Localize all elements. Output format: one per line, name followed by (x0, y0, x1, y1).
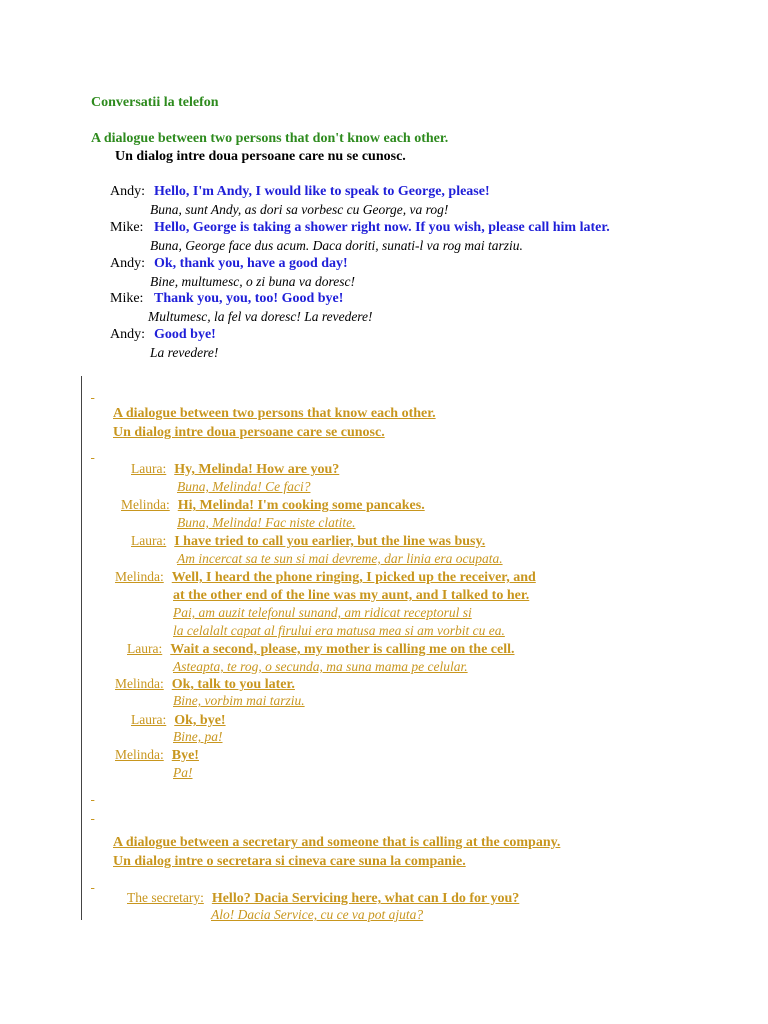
dialogue-line-en: Ok, bye! (174, 713, 226, 728)
empty-line-marker: ​ (91, 806, 95, 821)
dialogue-line-ro: Am incercat sa te sun si mai devreme, dar linia era ocupata. (177, 551, 503, 566)
section3-heading-en: A dialogue between a secretary and someone that is calling at the company. (113, 835, 561, 850)
speaker-label: Laura: (131, 712, 167, 727)
dialogue-line-ro: Buna, Melinda! Fac niste clatite. (177, 515, 356, 530)
section1-heading-ro: Un dialog intre doua persoane care nu se cunosc. (115, 149, 406, 164)
revision-bar (81, 376, 82, 920)
dialogue-line-en: Hello? Dacia Servicing here, what can I do for you? (211, 891, 520, 906)
dialogue-line-en: I have tried to call you earlier, but the line was busy. (174, 534, 486, 549)
dialogue-row (91, 586, 529, 605)
dialogue-row (91, 728, 223, 746)
dialogue-row (91, 764, 209, 782)
dialogue-line-en: Ok, thank you, have a good day! (154, 256, 348, 271)
dialogue-row (91, 604, 472, 622)
dialogue-line-en: Hi, Melinda! I'm cooking some pancakes. (177, 498, 425, 513)
dialogue-line-en: Hello, I'm Andy, I would like to speak to George, please! (154, 184, 490, 199)
section3-heading-ro: Un dialog intre o secretara si cineva care suna la companie. (113, 854, 466, 869)
speaker-label: The secretary: (127, 890, 204, 905)
dialogue-row (91, 692, 305, 710)
dialogue-row (91, 568, 536, 587)
section2-heading-ro: Un dialog intre doua persoane care se cunosc. (113, 425, 385, 440)
speaker-label: Mike: (110, 291, 144, 306)
speaker-label: Andy: (110, 184, 145, 199)
dialogue-row (91, 640, 515, 659)
empty-line-marker: ​ (91, 787, 95, 802)
dialogue-line-ro: Buna, Melinda! Ce faci? (177, 479, 311, 494)
dialogue-line-en: Hy, Melinda! How are you? (174, 462, 340, 477)
dialogue-line-ro: Asteapta, te rog, o secunda, ma suna mama pe celular. (173, 659, 468, 674)
dialogue-row (91, 496, 425, 515)
speaker-label: Melinda: (115, 676, 164, 691)
dialogue-line-ro: Buna, sunt Andy, as dori sa vorbesc cu George, va rog! (150, 202, 449, 217)
dialogue-line-en: Thank you, you, too! Good bye! (154, 291, 344, 306)
dialogue-line-ro: Buna, George face dus acum. Daca doriti, sunati-l va rog mai tarziu. (150, 238, 523, 253)
dialogue-line-ro: Alo! Dacia Service, cu ce va pot ajuta? (211, 907, 424, 922)
dialogue-line-ro: Pai, am auzit telefonul sunand, am ridicat receptorul si (173, 605, 472, 620)
dialogue-line-ro: Bine, multumesc, o zi buna va doresc! (150, 274, 355, 289)
dialogue-row (91, 478, 310, 496)
dialogue-row (91, 746, 199, 765)
empty-line-marker: ​ (91, 385, 95, 400)
dialogue-line-ro: Pa! (173, 765, 193, 780)
speaker-label: Melinda: (121, 497, 170, 512)
dialogue-row (91, 460, 339, 479)
dialogue-row (91, 532, 485, 551)
dialogue-line-en: at the other end of the line was my aunt, and I talked to her. (173, 588, 530, 603)
dialogue-row (91, 906, 423, 924)
speaker-label: Andy: (110, 256, 145, 271)
document-title: Conversatii la telefon (91, 95, 219, 110)
dialogue-line-ro: la celalalt capat al firului era matusa mea si am vorbit cu ea. (173, 623, 505, 638)
section2-heading-en: A dialogue between two persons that know each other. (113, 406, 436, 421)
dialogue-line-en: Bye! (171, 748, 199, 763)
dialogue-line-en: Ok, talk to you later. (171, 677, 295, 692)
dialogue-line-ro: Bine, pa! (173, 729, 223, 744)
dialogue-line-ro: Multumesc, la fel va doresc! La revedere! (148, 309, 373, 324)
dialogue-row (91, 622, 505, 640)
speaker-label: Laura: (131, 533, 167, 548)
dialogue-row (91, 658, 468, 676)
dialogue-row (91, 550, 503, 568)
section1-heading-en: A dialogue between two persons that don't know each other. (91, 131, 449, 146)
speaker-label: Laura: (131, 461, 167, 476)
empty-line-marker: ​ (91, 445, 95, 460)
dialogue-row (91, 514, 355, 532)
dialogue-line-en: Wait a second, please, my mother is calling me on the cell. (170, 642, 515, 657)
dialogue-line-en: Good bye! (154, 327, 216, 342)
dialogue-line-ro: La revedere! (150, 345, 219, 360)
speaker-label: Mike: (110, 220, 144, 235)
speaker-label: Melinda: (115, 747, 164, 762)
speaker-label: Laura: (127, 641, 163, 656)
dialogue-line-en: Hello, George is taking a shower right now. If you wish, please call him later. (154, 220, 610, 235)
speaker-label: Andy: (110, 327, 145, 342)
empty-line-marker: ​ (91, 875, 95, 890)
dialogue-line-en: Well, I heard the phone ringing, I picked up the receiver, and (171, 570, 536, 585)
speaker-label: Melinda: (115, 569, 164, 584)
dialogue-line-ro: Bine, vorbim mai tarziu. (173, 693, 305, 708)
